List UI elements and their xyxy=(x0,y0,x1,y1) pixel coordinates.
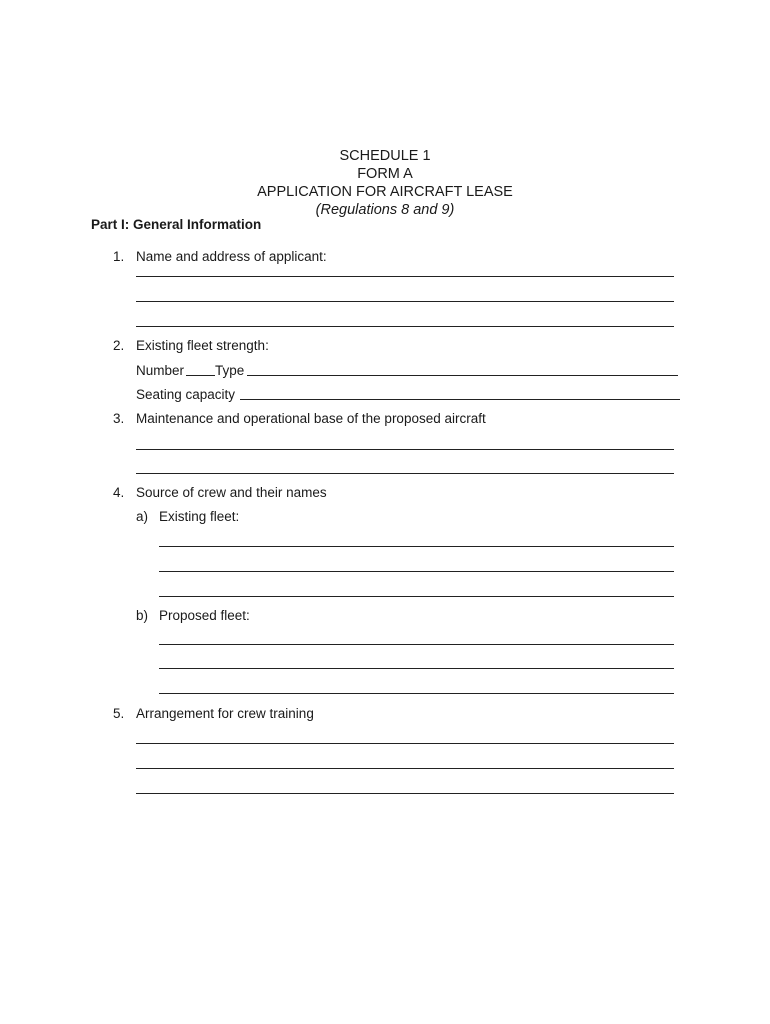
q1-number: 1. xyxy=(113,249,125,264)
q5-answer-line-1[interactable] xyxy=(136,743,674,744)
q5-number: 5. xyxy=(113,706,125,721)
seating-capacity-field[interactable] xyxy=(240,399,680,400)
q3-label: Maintenance and operational base of the proposed aircraft xyxy=(136,411,486,426)
q4b-label: Proposed fleet: xyxy=(159,608,250,623)
q4a-marker: a) xyxy=(136,509,149,524)
q3-number: 3. xyxy=(113,411,125,426)
part-title: Part I: General Information xyxy=(91,217,262,232)
q4b-answer-line-1[interactable] xyxy=(159,644,674,645)
form-title: FORM A xyxy=(357,166,413,182)
q4a-label: Existing fleet: xyxy=(159,509,240,524)
q5-answer-line-3[interactable] xyxy=(136,793,674,794)
application-title: APPLICATION FOR AIRCRAFT LEASE xyxy=(257,184,513,200)
q1-answer-line-3[interactable] xyxy=(136,326,674,327)
q5-label: Arrangement for crew training xyxy=(136,706,314,721)
number-field[interactable] xyxy=(186,375,215,376)
q4b-answer-line-2[interactable] xyxy=(159,668,674,669)
q1-answer-line-2[interactable] xyxy=(136,301,674,302)
number-label: Number xyxy=(136,363,185,378)
regulations-subtitle: (Regulations 8 and 9) xyxy=(315,202,455,218)
q4b-answer-line-3[interactable] xyxy=(159,693,674,694)
type-field[interactable] xyxy=(247,375,678,376)
q1-answer-line-1[interactable] xyxy=(136,276,674,277)
seating-capacity-label: Seating capacity xyxy=(136,387,236,402)
q3-answer-line-2[interactable] xyxy=(136,473,674,474)
q4a-answer-line-2[interactable] xyxy=(159,571,674,572)
q5-answer-line-2[interactable] xyxy=(136,768,674,769)
q4-number: 4. xyxy=(113,485,125,500)
type-label: Type xyxy=(215,363,245,378)
q3-answer-line-1[interactable] xyxy=(136,449,674,450)
q2-number: 2. xyxy=(113,338,125,353)
schedule-title: SCHEDULE 1 xyxy=(339,148,431,164)
q2-label: Existing fleet strength: xyxy=(136,338,269,353)
q1-label: Name and address of applicant: xyxy=(136,249,327,264)
q4a-answer-line-3[interactable] xyxy=(159,596,674,597)
q4-label: Source of crew and their names xyxy=(136,485,327,500)
q4a-answer-line-1[interactable] xyxy=(159,546,674,547)
q4b-marker: b) xyxy=(136,608,149,623)
